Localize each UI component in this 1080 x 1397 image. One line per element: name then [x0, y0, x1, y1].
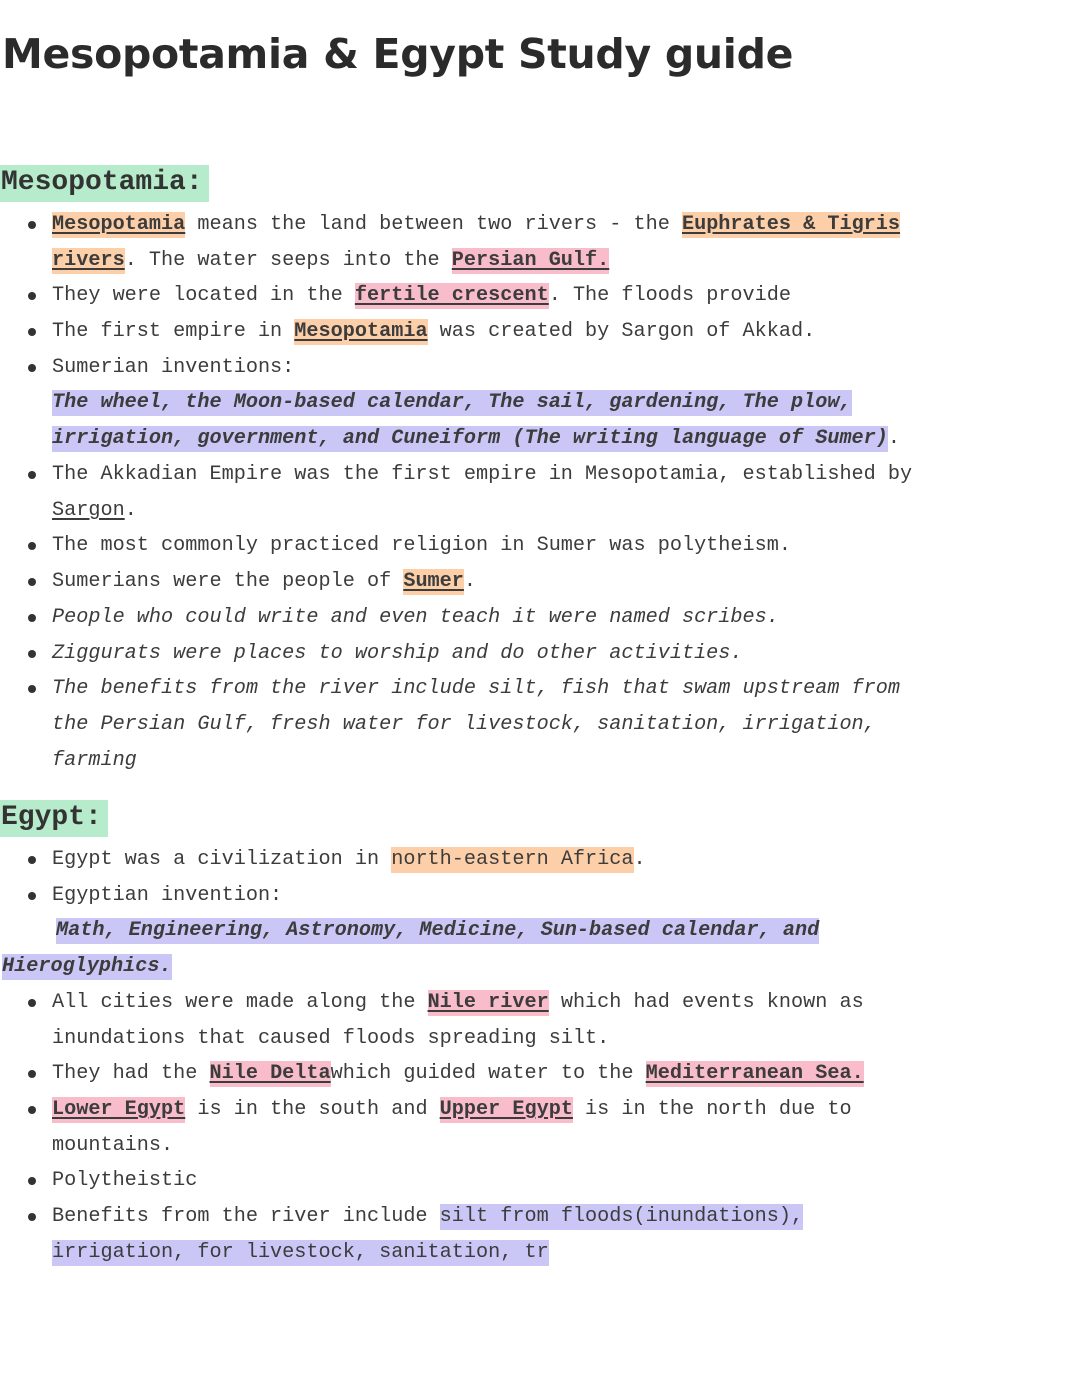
- section-heading-mesopotamia: Mesopotamia:: [0, 165, 209, 202]
- list-item-egypt-3: [52, 985, 864, 1021]
- bullet-icon: [28, 1106, 36, 1114]
- list-item-egypt-3-cont: inundations that caused floods spreading silt.: [52, 1027, 610, 1050]
- list-item-meso-10: The benefits from the river include silt, fish that swam upstream from: [52, 677, 901, 700]
- bullet-icon: [28, 328, 36, 336]
- list-item-meso-4: Sumerian inventions:: [52, 356, 295, 379]
- term-persian-gulf: Persian Gulf.: [451, 249, 610, 272]
- bullet-icon: [28, 292, 36, 300]
- text-segment: . The water seeps into the: [124, 249, 452, 272]
- bullet-icon: [28, 685, 36, 693]
- term-mesopotamia: Mesopotamia: [294, 320, 428, 343]
- text-segment: which guided water to the: [330, 1062, 646, 1085]
- list-item-egypt-2: Egyptian invention:: [52, 884, 283, 907]
- list-item-meso-10-cont2: farming: [52, 749, 137, 772]
- text-segment: Sumerians were the people of: [52, 570, 404, 593]
- egyptian-inventions-list: Math, Engineering, Astronomy, Medicine, Sun-based calendar, and: [56, 919, 820, 942]
- inventions-line-1: [52, 385, 852, 421]
- bullet-icon: [28, 1070, 36, 1078]
- term-north-eastern-africa: north-eastern Africa: [391, 848, 634, 871]
- list-item-egypt-4: [52, 1056, 864, 1092]
- bullet-icon: [28, 578, 36, 586]
- egypt-inventions-line-1: [56, 913, 819, 949]
- bullet-icon: [28, 542, 36, 550]
- text-segment: . The floods provide: [548, 284, 792, 307]
- list-item-egypt-5: [52, 1092, 852, 1128]
- bullet-icon: [28, 1213, 36, 1221]
- bullet-icon: [28, 856, 36, 864]
- bullet-icon: [28, 892, 36, 900]
- term-fertile-crescent: fertile crescent: [354, 284, 549, 307]
- list-item-meso-1-cont: [52, 243, 609, 279]
- text-segment: .: [124, 499, 137, 522]
- bullet-icon: [28, 471, 36, 479]
- list-item-meso-9: Ziggurats were places to worship and do other activities.: [52, 642, 743, 665]
- bullet-icon: [28, 1177, 36, 1185]
- term-upper-egypt: Upper Egypt: [439, 1098, 573, 1121]
- bullet-icon: [28, 614, 36, 622]
- list-item-egypt-6: Polytheistic: [52, 1169, 198, 1192]
- term-benefits-list: irrigation, for livestock, sanitation, tr: [52, 1241, 549, 1264]
- bullet-icon: [28, 364, 36, 372]
- list-item-egypt-1: [52, 842, 646, 878]
- term-silt-from-floods: silt from floods(inundations),: [439, 1205, 804, 1228]
- egypt-inventions-line-2: [2, 949, 172, 985]
- text-segment: .: [633, 848, 646, 871]
- list-item-egypt-5-cont: mountains.: [52, 1134, 174, 1157]
- text-segment: Benefits from the river include: [52, 1205, 440, 1228]
- term-sumer: Sumer: [403, 570, 464, 593]
- list-item-meso-7: [52, 564, 476, 600]
- list-item-meso-5: The Akkadian Empire was the first empire in Mesopotamia, established by: [52, 463, 913, 486]
- list-item-meso-2: [52, 278, 791, 314]
- text-segment: which had events known as: [548, 991, 864, 1014]
- inventions-line-2: [52, 421, 900, 457]
- list-item-meso-10-cont: the Persian Gulf, fresh water for livestock, sanitation, irrigation,: [52, 713, 876, 736]
- text-segment: is in the south and: [185, 1098, 440, 1121]
- bullet-icon: [28, 999, 36, 1007]
- bullet-icon: [28, 221, 36, 229]
- term-lower-egypt: Lower Egypt: [52, 1098, 186, 1121]
- term-euphrates-tigris: Euphrates & Tigris: [681, 213, 901, 236]
- egyptian-inventions-list-cont: Hieroglyphics.: [2, 955, 172, 978]
- text-segment: All cities were made along the: [52, 991, 428, 1014]
- sumerian-inventions-list-cont: irrigation, government, and Cuneiform (The writing language of Sumer): [52, 427, 888, 450]
- text-segment: was created by Sargon of Akkad.: [427, 320, 816, 343]
- term-mesopotamia: Mesopotamia: [52, 213, 186, 236]
- sumerian-inventions-list: The wheel, the Moon-based calendar, The sail, gardening, The plow,: [52, 391, 852, 414]
- term-nile-river: Nile river: [427, 991, 549, 1014]
- term-mediterranean-sea: Mediterranean Sea.: [645, 1062, 864, 1085]
- text-segment: is in the north due to: [572, 1098, 852, 1121]
- bullet-icon: [28, 650, 36, 658]
- text-segment: means the land between two rivers - the: [185, 213, 682, 236]
- list-item-meso-6: The most commonly practiced religion in Sumer was polytheism.: [52, 534, 791, 557]
- text-segment: Egypt was a civilization in: [52, 848, 392, 871]
- text-segment: .: [463, 570, 477, 593]
- page-title: Mesopotamia & Egypt Study guide: [2, 30, 794, 78]
- list-item-egypt-7: [52, 1199, 803, 1235]
- text-segment: They had the: [52, 1062, 210, 1085]
- list-item-egypt-7-cont: [52, 1235, 549, 1271]
- term-nile-delta: Nile Delta: [209, 1062, 331, 1085]
- list-item-meso-5-cont: [52, 493, 137, 529]
- text-segment: .: [887, 427, 901, 450]
- section-heading-egypt: Egypt:: [0, 800, 108, 837]
- list-item-meso-8: People who could write and even teach it were named scribes.: [52, 606, 779, 629]
- text-segment: The first empire in: [52, 320, 295, 343]
- term-rivers: rivers: [52, 249, 125, 272]
- term-sargon: Sargon: [52, 499, 125, 522]
- text-segment: They were located in the: [52, 284, 355, 307]
- list-item-meso-3: [52, 314, 815, 350]
- list-item-meso-1: [52, 207, 900, 243]
